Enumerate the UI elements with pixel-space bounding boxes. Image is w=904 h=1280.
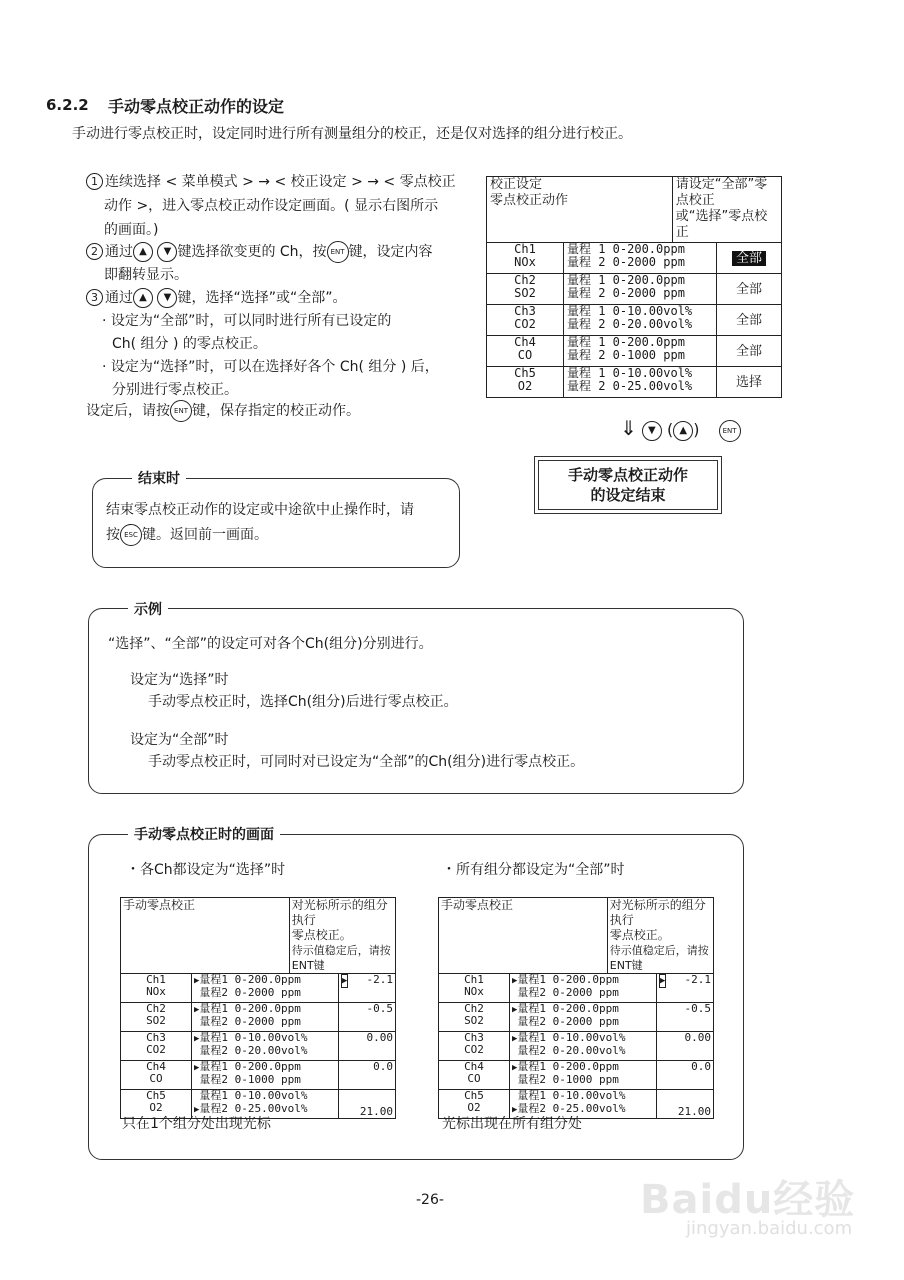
cal-row-ch1[interactable]: Ch1 NOx 量程 1 0-200.0ppm 量程 2 0-2000 ppm 全部 bbox=[487, 243, 782, 274]
cursor-icon: ▶ bbox=[512, 1105, 518, 1115]
ent-key-icon: ENT bbox=[170, 400, 192, 422]
right-row-ch5: Ch5 O2 量程1 0-10.00vol% ▶量程2 0-25.00vol% 21.00 bbox=[439, 1090, 714, 1119]
esc-key-icon: ESC bbox=[120, 524, 142, 546]
cursor-icon: ▶ bbox=[194, 1005, 200, 1015]
down-key-icon: ▼ bbox=[157, 242, 177, 262]
nav-keys: ⇓ ▼ ( ▲ ) ENT bbox=[620, 416, 741, 442]
left-caption: ・各Ch都设定为“选择”时 bbox=[126, 862, 286, 878]
arrow-down-double-icon: ⇓ bbox=[620, 416, 637, 440]
page-number: -26- bbox=[416, 1192, 444, 1208]
right-row-ch1: Ch1 NOx ▶量程1 0-200.0ppm 量程2 0-2000 ppm ▶ -2.1 bbox=[439, 974, 714, 1003]
cursor-icon: ▶ bbox=[660, 976, 666, 986]
cursor-icon: ▶ bbox=[194, 1105, 200, 1115]
ent-key-icon: ENT bbox=[327, 241, 349, 263]
end-section-legend: 结束时 bbox=[132, 468, 186, 488]
right-note: 光标出现在所有组分处 bbox=[442, 1116, 582, 1132]
left-row-ch5: Ch5 O2 量程1 0-10.00vol% ▶量程2 0-25.00vol% 21.00 bbox=[121, 1090, 396, 1119]
setting-value-selected[interactable]: 全部 bbox=[732, 251, 766, 266]
left-note: 只在1个组分处出现光标 bbox=[122, 1116, 271, 1132]
right-caption: ・所有组分都设定为“全部”时 bbox=[442, 862, 625, 878]
example-line1: “选择”、“全部”的设定可对各个Ch(组分)分别进行。 bbox=[108, 636, 433, 652]
left-screen-table: 手动零点校正 对光标所示的组分执行 零点校正。 待示值稳定后，请按ENT键 Ch1 NOx ▶量程1 0-200.0ppm 量程2 0-2000 ppm ▶ -2.1 Ch2 SO2 ▶量程1 0-200.0ppm 量程2 0-2000 ppm -0.5 Ch3 CO2 ▶量程1 0-10.00vol% 量程2 0-20.00vol% 0.00 Ch4 CO ▶量程1 0-200.0ppm 量程2 0-1000 ppm 0.0 Ch5 O2 量程1 0-10.00vol% ▶量程2 0-25.00vol% 21.00 bbox=[120, 897, 396, 1119]
step-1: 1 连续选择 < 菜单模式 > → < 校正设定 > → < 零点校正 动作 >，进入零点校正动作设定画面。( 显示右图所示 的画面。) bbox=[86, 172, 476, 240]
ent-key-icon[interactable]: ENT bbox=[719, 420, 741, 442]
step-3-number: 3 bbox=[86, 289, 103, 306]
down-key-icon: ▼ bbox=[157, 288, 177, 308]
cursor-icon: ▶ bbox=[342, 976, 348, 986]
watermark-brand: Baidu经验 bbox=[640, 1177, 856, 1223]
example-select-title: 设定为“选择”时 bbox=[130, 672, 229, 688]
cursor-icon: ▶ bbox=[512, 976, 518, 986]
watermark-url: jingyan.baidu.com bbox=[686, 1218, 853, 1239]
cursor-icon: ▶ bbox=[512, 1034, 518, 1044]
setting-value[interactable]: 全部 bbox=[717, 274, 782, 305]
setting-value[interactable]: 全部 bbox=[717, 336, 782, 367]
end-result-box: 手动零点校正动作 的设定结束 bbox=[534, 456, 722, 514]
right-row-ch2: Ch2 SO2 ▶量程1 0-200.0ppm 量程2 0-2000 ppm -0.5 bbox=[439, 1003, 714, 1032]
cal-setting-screen bbox=[486, 176, 782, 398]
cursor-icon: ▶ bbox=[194, 1034, 200, 1044]
left-row-ch3: Ch3 CO2 ▶量程1 0-10.00vol% 量程2 0-20.00vol% 0.00 bbox=[121, 1032, 396, 1061]
step-2: 2 通过 ▲ ▼ 键选择欲变更的 Ch，按 ENT 键，设定内容 即翻转显示。 bbox=[86, 241, 486, 285]
example-all-title: 设定为“全部”时 bbox=[130, 732, 229, 748]
left-row-ch2: Ch2 SO2 ▶量程1 0-200.0ppm 量程2 0-2000 ppm -0.5 bbox=[121, 1003, 396, 1032]
step-1-number: 1 bbox=[86, 173, 103, 190]
section-title: 手动零点校正动作的设定 bbox=[108, 97, 285, 116]
left-screen bbox=[120, 897, 396, 1119]
cursor-icon: ▶ bbox=[194, 1063, 200, 1073]
step-3: 3 通过 ▲ ▼ 键，选择“选择”或“全部”。 · 设定为“全部”时，可以同时进行所有已设定的 Ch( 组分 ) 的零点校正。 · 设定为“选择”时，可以在选择好各个 Ch( 组分 ) 后， 分别进行零点校正。 bbox=[86, 288, 486, 400]
save-instruction: 设定后，请按 ENT 键，保存指定的校正动作。 bbox=[86, 400, 360, 422]
cursor-icon: ▶ bbox=[194, 976, 200, 986]
setting-value[interactable]: 全部 bbox=[717, 305, 782, 336]
left-row-ch1: Ch1 NOx ▶量程1 0-200.0ppm 量程2 0-2000 ppm ▶ -2.1 bbox=[121, 974, 396, 1003]
left-row-ch4: Ch4 CO ▶量程1 0-200.0ppm 量程2 0-1000 ppm 0.0 bbox=[121, 1061, 396, 1090]
screen-section-legend: 手动零点校正时的画面 bbox=[128, 824, 280, 844]
step-2-number: 2 bbox=[86, 243, 103, 260]
right-screen bbox=[438, 897, 714, 1119]
cal-row-ch4[interactable]: Ch4 CO 量程 1 0-200.0ppm 量程 2 0-1000 ppm 全部 bbox=[487, 336, 782, 367]
down-key-icon[interactable]: ▼ bbox=[642, 421, 662, 441]
cursor-icon: ▶ bbox=[512, 1005, 518, 1015]
right-row-ch3: Ch3 CO2 ▶量程1 0-10.00vol% 量程2 0-20.00vol% 0.00 bbox=[439, 1032, 714, 1061]
example-select-desc: 手动零点校正时，选择Ch(组分)后进行零点校正。 bbox=[148, 694, 458, 710]
cal-row-ch2[interactable]: Ch2 SO2 量程 1 0-200.0ppm 量程 2 0-2000 ppm 全部 bbox=[487, 274, 782, 305]
cal-row-ch5[interactable]: Ch5 O2 量程 1 0-10.00vol% 量程 2 0-25.00vol% 选择 bbox=[487, 367, 782, 398]
example-legend: 示例 bbox=[128, 599, 168, 619]
example-all-desc: 手动零点校正时，可同时对已设定为“全部”的Ch(组分)进行零点校正。 bbox=[148, 754, 585, 770]
setting-value[interactable]: 选择 bbox=[717, 367, 782, 398]
right-row-ch4: Ch4 CO ▶量程1 0-200.0ppm 量程2 0-1000 ppm 0.0 bbox=[439, 1061, 714, 1090]
end-section-text: 结束零点校正动作的设定或中途欲中止操作时，请 按 ESC 键。返回前一画面。 bbox=[106, 500, 456, 546]
right-screen-table: 手动零点校正 对光标所示的组分执行 零点校正。 待示值稳定后，请按ENT键 Ch1 NOx ▶量程1 0-200.0ppm 量程2 0-2000 ppm ▶ -2.1 Ch2 SO2 ▶量程1 0-200.0ppm 量程2 0-2000 ppm -0.5 Ch3 CO2 ▶量程1 0-10.00vol% 量程2 0-20.00vol% 0.00 Ch4 CO ▶量程1 0-200.0ppm 量程2 0-1000 ppm 0.0 Ch5 O2 量程1 0-10.00vol% ▶量程2 0-25.00vol% 21.00 bbox=[438, 897, 714, 1119]
section-number: 6.2.2 bbox=[46, 96, 89, 114]
up-key-icon[interactable]: ▲ bbox=[673, 421, 693, 441]
cursor-icon: ▶ bbox=[512, 1063, 518, 1073]
intro-text: 手动进行零点校正时，设定同时进行所有测量组分的校正，还是仅对选择的组分进行校正。 bbox=[72, 126, 632, 142]
cal-row-ch3[interactable]: Ch3 CO2 量程 1 0-10.00vol% 量程 2 0-20.00vol% 全部 bbox=[487, 305, 782, 336]
cal-setting-table: 校正设定 零点校正动作 请设定“全部”零点校正 或“选择”零点校正 Ch1 NOx 量程 1 0-200.0ppm 量程 2 0-2000 ppm 全部 Ch2 SO2 量程 1 0-200.0ppm 量程 2 0-2000 ppm 全部 Ch3 CO2 量程 1 0-10.00vol% 量程 2 0-20.00vol% 全部 Ch4 CO 量程 1 0-200.0ppm 量程 2 0-1000 ppm 全部 Ch5 O2 量程 1 0-10.00vol% 量程 2 0-25.00vol% 选择 bbox=[486, 176, 782, 398]
up-key-icon: ▲ bbox=[133, 288, 153, 308]
up-key-icon: ▲ bbox=[133, 242, 153, 262]
